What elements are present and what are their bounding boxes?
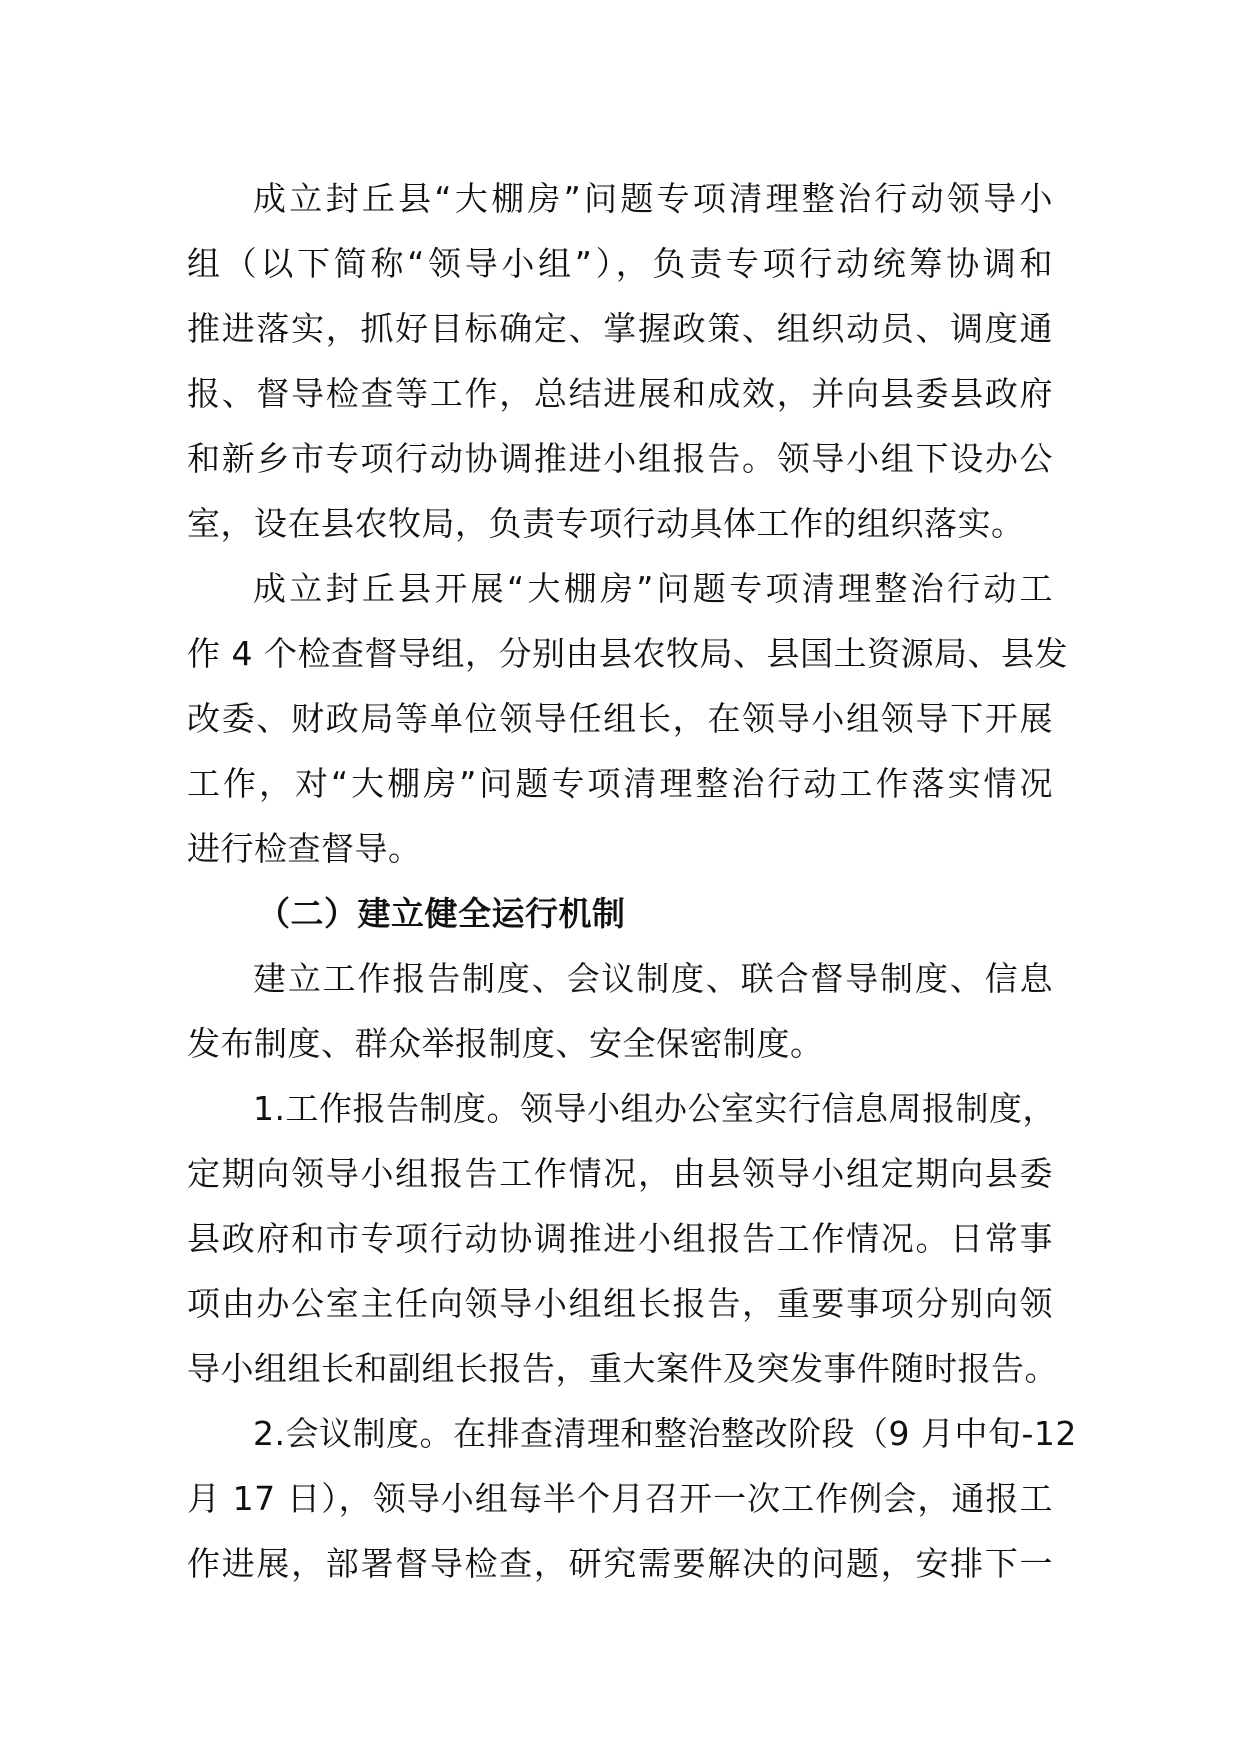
paragraph-4-line-3: 县政府和市专项行动协调推进小组报告工作情况。日常事 xyxy=(187,1219,1053,1258)
paragraph-5-line-2: 月 17 日），领导小组每半个月召开一次工作例会，通报工 xyxy=(187,1479,1053,1518)
paragraph-1-line-3: 推进落实，抓好目标确定、掌握政策、组织动员、调度通 xyxy=(187,309,1053,348)
paragraph-2-line-3: 改委、财政局等单位领导任组长，在领导小组领导下开展 xyxy=(187,699,1053,738)
paragraph-1-line-5: 和新乡市专项行动协调推进小组报告。领导小组下设办公 xyxy=(187,439,1053,478)
paragraph-1-line-4: 报、督导检查等工作，总结进展和成效，并向县委县政府 xyxy=(187,374,1053,413)
paragraph-3-line-2: 发布制度、群众举报制度、安全保密制度。 xyxy=(187,1024,824,1063)
paragraph-3-line-1: 建立工作报告制度、会议制度、联合督导制度、信息 xyxy=(253,959,1053,998)
paragraph-4-line-4: 项由办公室主任向领导小组组长报告，重要事项分别向领 xyxy=(187,1284,1053,1323)
paragraph-1-line-1: 成立封丘县“大棚房”问题专项清理整治行动领导小 xyxy=(253,179,1053,218)
paragraph-1-line-6: 室，设在县农牧局，负责专项行动具体工作的组织落实。 xyxy=(187,504,1025,543)
paragraph-1-line-2: 组（以下简称“领导小组”），负责专项行动统筹协调和 xyxy=(187,244,1053,283)
paragraph-2-line-2: 作 4 个检查督导组，分别由县农牧局、县国土资源局、县发 xyxy=(187,634,1068,673)
paragraph-4-line-5: 导小组组长和副组长报告，重大案件及突发事件随时报告。 xyxy=(187,1349,1058,1388)
paragraph-5-line-1: 2.会议制度。在排查清理和整治整改阶段（9 月中旬-12 xyxy=(253,1414,1077,1453)
paragraph-2-line-4: 工作，对“大棚房”问题专项清理整治行动工作落实情况 xyxy=(187,764,1053,803)
section-heading: （二）建立健全运行机制 xyxy=(257,894,626,933)
paragraph-2-line-5: 进行检查督导。 xyxy=(187,829,422,868)
paragraph-4-line-2: 定期向领导小组报告工作情况，由县领导小组定期向县委 xyxy=(187,1154,1053,1193)
paragraph-2-line-1: 成立封丘县开展“大棚房”问题专项清理整治行动工 xyxy=(253,569,1053,608)
paragraph-4-line-1: 1.工作报告制度。领导小组办公室实行信息周报制度， xyxy=(253,1089,1056,1128)
paragraph-5-line-3: 作进展，部署督导检查，研究需要解决的问题，安排下一 xyxy=(187,1544,1053,1583)
document-body xyxy=(187,166,1077,1596)
